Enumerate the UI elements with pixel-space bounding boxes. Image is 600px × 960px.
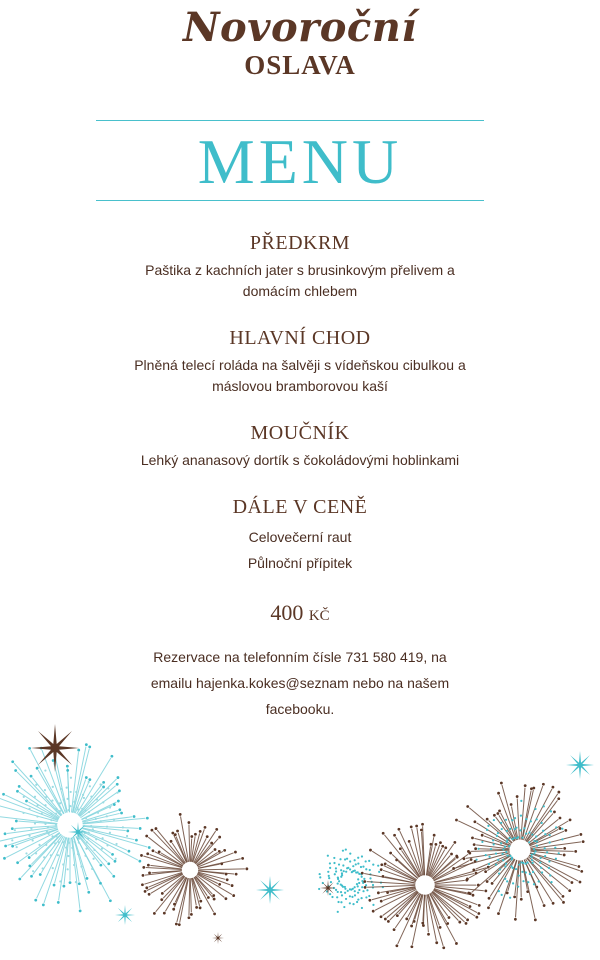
divider-top <box>96 120 484 121</box>
page-subtitle: OSLAVA <box>244 50 356 80</box>
dish-line: Paštika z kachních jater s brusinkovým přelivem a <box>145 262 455 278</box>
section-heading: PŘEDKRM <box>249 232 351 254</box>
price-amount: 400 <box>270 600 304 625</box>
section-heading: DÁLE V CENĚ <box>232 496 368 518</box>
menu-title: MENU <box>197 126 403 197</box>
firework-left-brown <box>140 813 248 926</box>
dish-line: Lehký ananasový dortík s čokoládovými hoblinkami <box>140 452 460 468</box>
page-title: Novoroční <box>182 4 418 51</box>
price <box>0 600 600 626</box>
section-text <box>0 524 600 576</box>
price-currency: KČ <box>308 608 330 624</box>
section-heading: HLAVNÍ CHOD <box>229 327 371 349</box>
fireworks-decoration <box>0 710 600 960</box>
section-starter <box>0 230 600 302</box>
firework-left-large <box>0 743 151 912</box>
section-text <box>0 355 600 397</box>
section-text <box>0 260 600 302</box>
included-line: Celovečerní raut <box>248 529 352 545</box>
firework-right-large <box>452 782 584 922</box>
section-dessert <box>0 420 600 471</box>
firework-right-brown <box>361 823 490 949</box>
section-included <box>0 494 600 576</box>
dish-line: Plněná telecí roláda na šalvěji s vídeňskou cibulkou a <box>134 357 466 373</box>
star-sparkles <box>31 724 594 944</box>
contact-line: emailu hajenka.kokes@seznam nebo na našem <box>150 675 450 691</box>
section-heading: MOUČNÍK <box>250 422 350 444</box>
section-main-course <box>0 325 600 397</box>
contact-line: Rezervace na telefonním čísle 731 580 419, na <box>153 649 447 665</box>
dish-line: domácím chlebem <box>242 283 358 299</box>
contact-line: facebooku. <box>265 701 335 717</box>
section-text <box>0 450 600 471</box>
divider-bottom <box>96 200 484 201</box>
dish-line: máslovou bramborovou kaší <box>212 378 388 394</box>
included-line: Půlnoční přípitek <box>247 555 353 571</box>
